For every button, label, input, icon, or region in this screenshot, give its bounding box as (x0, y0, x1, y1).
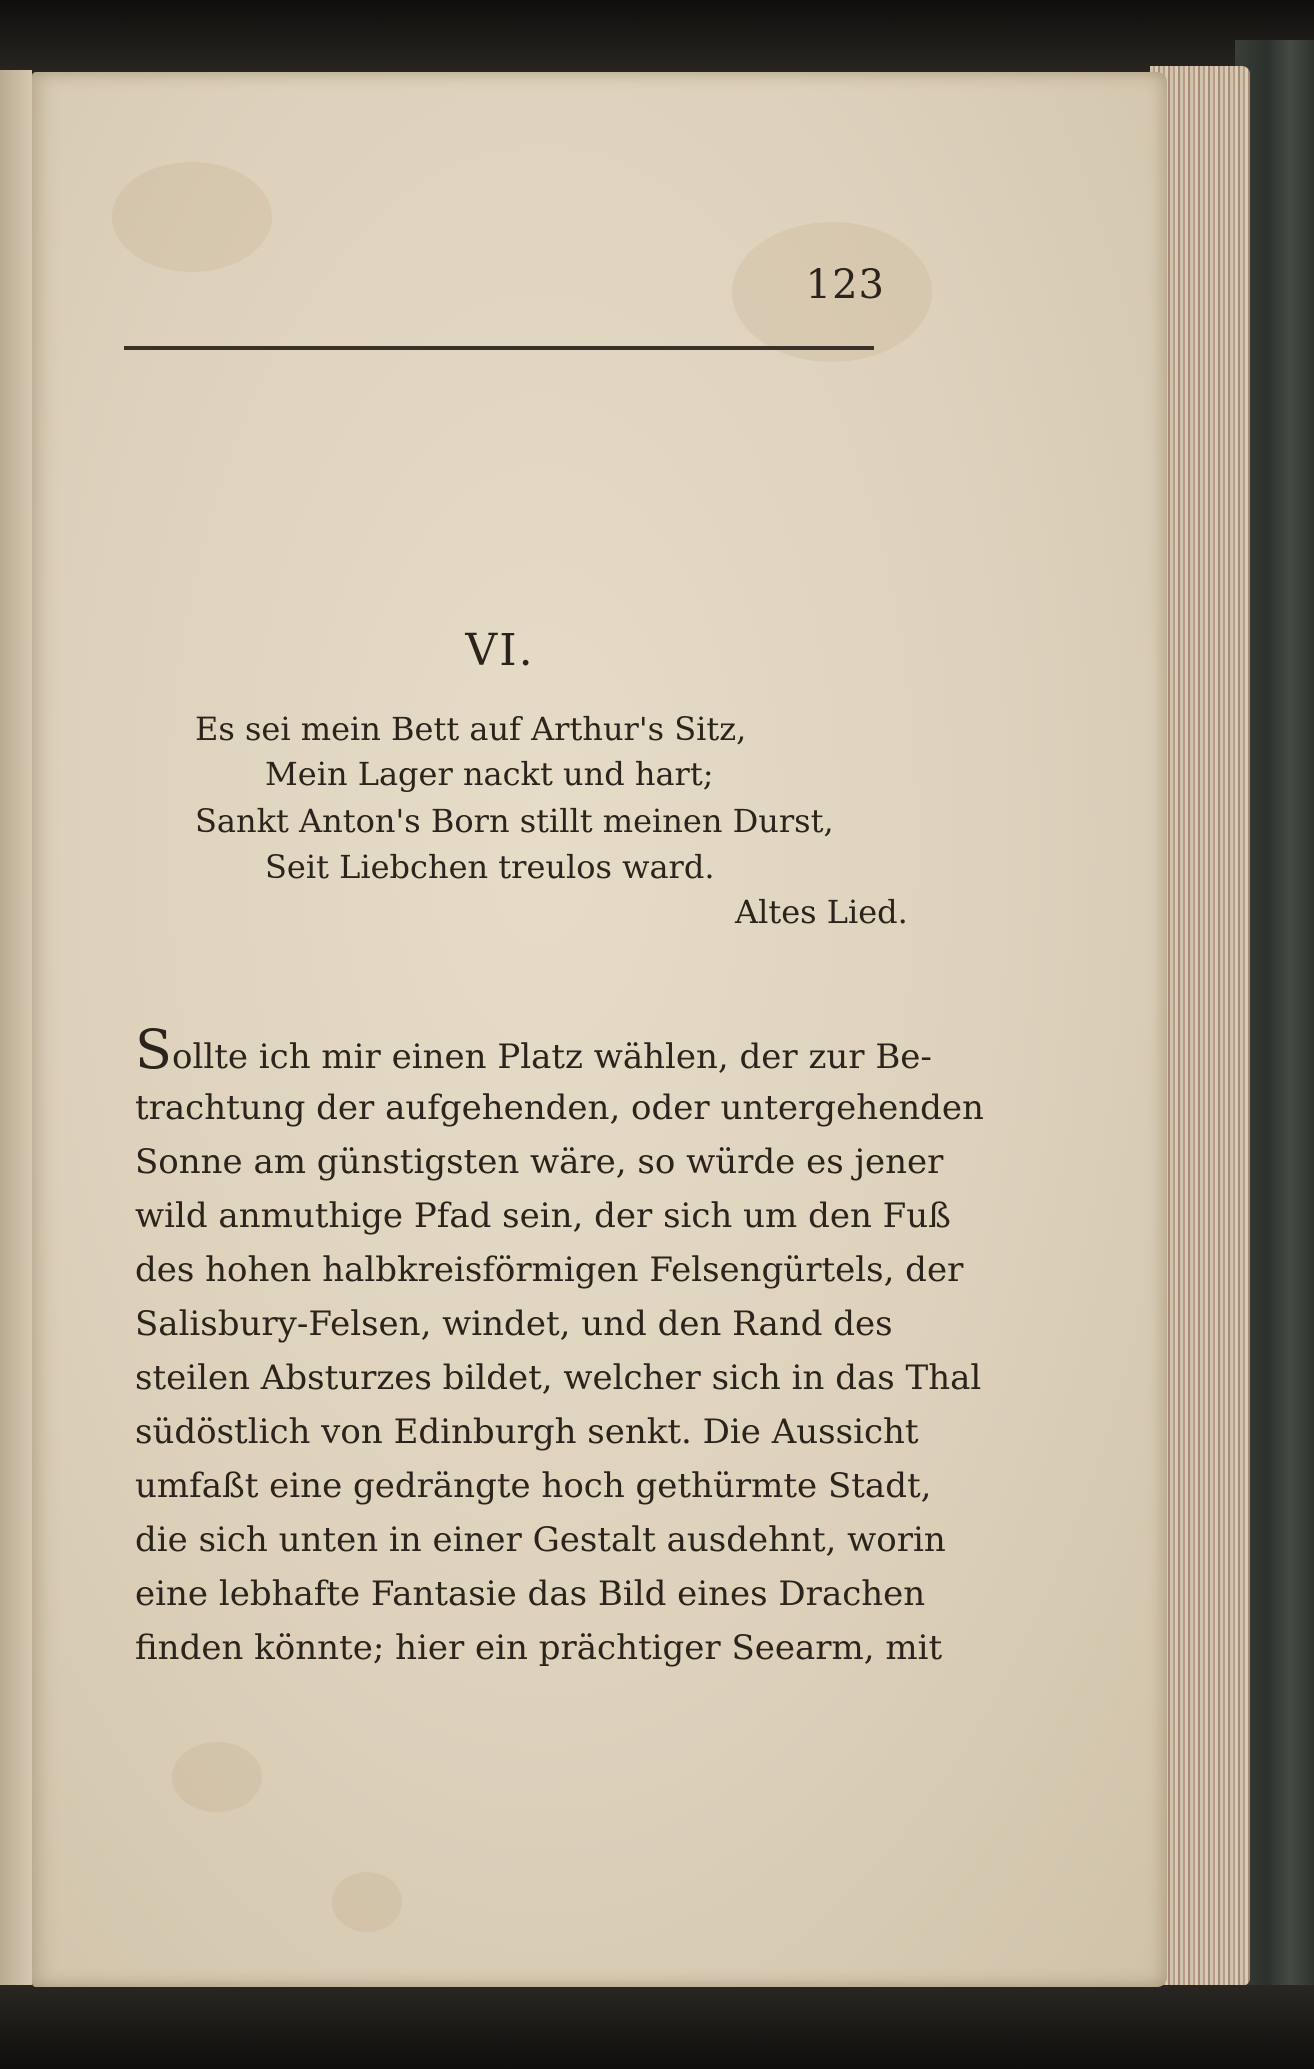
body-line: trachtung der aufgehenden, oder untergehenden (135, 1088, 984, 1128)
page-number: 123 (805, 262, 885, 308)
body-line: eine lebhafte Fantasie das Bild eines Drachen (135, 1574, 926, 1614)
epigraph-line: Seit Liebchen treulos ward. (265, 848, 715, 886)
body-line: die sich unten in einer Gestalt ausdehnt, worin (135, 1520, 946, 1560)
facing-page-edge (0, 70, 32, 2000)
paper-stain (172, 1742, 262, 1812)
paper-stain (112, 162, 272, 272)
body-line: finden könnte; hier ein prächtiger Seearm, mit (135, 1628, 943, 1668)
body-line: steilen Absturzes bildet, welcher sich in das Thal (135, 1358, 982, 1398)
body-line: südöstlich von Edinburgh senkt. Die Aussicht (135, 1412, 919, 1452)
epigraph-line: Mein Lager nackt und hart; (265, 755, 714, 793)
header-rule (124, 346, 874, 350)
body-text (135, 1018, 984, 1680)
body-line-first (135, 1018, 932, 1081)
body-line: wild anmuthige Pfad sein, der sich um den Fuß (135, 1196, 951, 1236)
body-line: Sonne am günstigsten wäre, so würde es jener (135, 1142, 944, 1182)
epigraph-line: Es sei mein Bett auf Arthur's Sitz, (195, 710, 747, 748)
book-cover-bottom (0, 1985, 1314, 2069)
chapter-title: VI. (465, 625, 535, 676)
drop-cap: S (135, 1018, 172, 1081)
paper-stain (332, 1872, 402, 1932)
epigraph-attribution: Altes Lied. (735, 893, 908, 931)
body-line: des hohen halbkreisförmigen Felsengürtels, der (135, 1250, 964, 1290)
body-line: Salisbury-Felsen, windet, und den Rand des (135, 1304, 893, 1344)
book-cover-top (0, 0, 1314, 78)
body-line: umfaßt eine gedrängte hoch gethürmte Stadt, (135, 1466, 932, 1506)
body-line-text: ollte ich mir einen Platz wählen, der zur Be- (172, 1037, 932, 1077)
epigraph-line: Sankt Anton's Born stillt meinen Durst, (195, 802, 834, 840)
